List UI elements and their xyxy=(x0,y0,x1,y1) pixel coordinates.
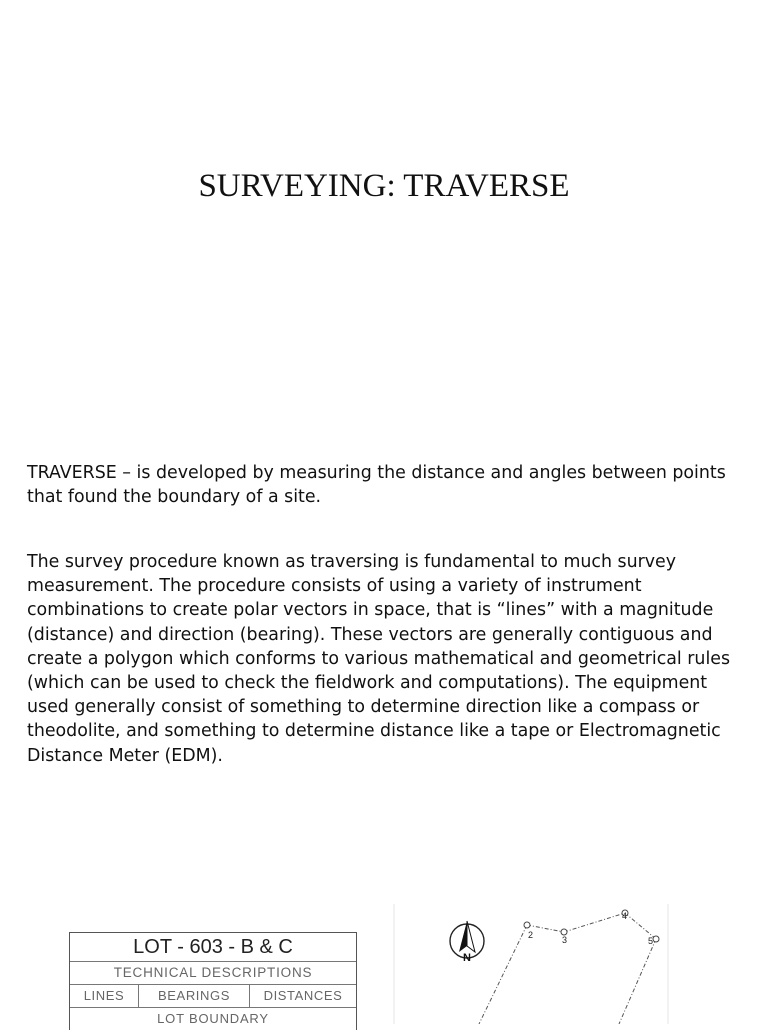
traverse-definition-paragraph: TRAVERSE – is developed by measuring the distance and angles between points that found the boundary of a site. xyxy=(27,463,726,508)
page-title: SURVEYING: TRAVERSE xyxy=(198,168,570,204)
boundary-line-5-south xyxy=(619,939,656,1024)
column-header-lines: LINES xyxy=(83,988,125,1003)
north-label: N xyxy=(463,952,471,964)
corner-label-3: 3 xyxy=(562,935,568,945)
boundary-line-3-4 xyxy=(564,911,628,932)
column-header-distances: DISTANCES xyxy=(249,985,356,1007)
lot-boundary-sketch-drawing xyxy=(393,904,671,1024)
corner-label-5: 5 xyxy=(648,936,654,946)
lot-boundary-sketch xyxy=(393,904,671,1024)
traverse-procedure-paragraph: The survey procedure known as traversing is fundamental to much survey measurement. The procedure consists of using a variety of instrument combinations to create polar vectors in space, that is “lines” with a magnitude (distance) and direction (bearing). These vectors are generally contiguous and create a polygon which conforms to various mathematical and geometrical rules (which can be used to check the fieldwork and computations). The equipment used generally consist of something to determine direction like a compass or theodolite, and something to determine distance like a tape or Electromagnetic Distance Meter (EDM). xyxy=(27,552,731,766)
lot-table-subtitle: TECHNICAL DESCRIPTIONS xyxy=(70,962,356,985)
corner-label-4: 4 xyxy=(622,911,628,921)
lot-table-title: LOT - 603 - B & C xyxy=(70,933,356,962)
boundary-lines xyxy=(479,913,656,1024)
corner-marker-5 xyxy=(653,936,659,942)
corner-label-2: 2 xyxy=(528,930,534,940)
lot-boundary-section-label: LOT BOUNDARY xyxy=(157,1011,269,1026)
boundary-corners xyxy=(524,910,659,942)
column-header-bearings: BEARINGS xyxy=(138,985,249,1007)
corner-marker-2 xyxy=(524,922,530,928)
lot-technical-descriptions-table xyxy=(69,932,357,1030)
boundary-line-2-south xyxy=(479,925,527,1024)
lot-table-header-row xyxy=(70,985,356,1008)
north-arrow-icon xyxy=(450,921,484,964)
